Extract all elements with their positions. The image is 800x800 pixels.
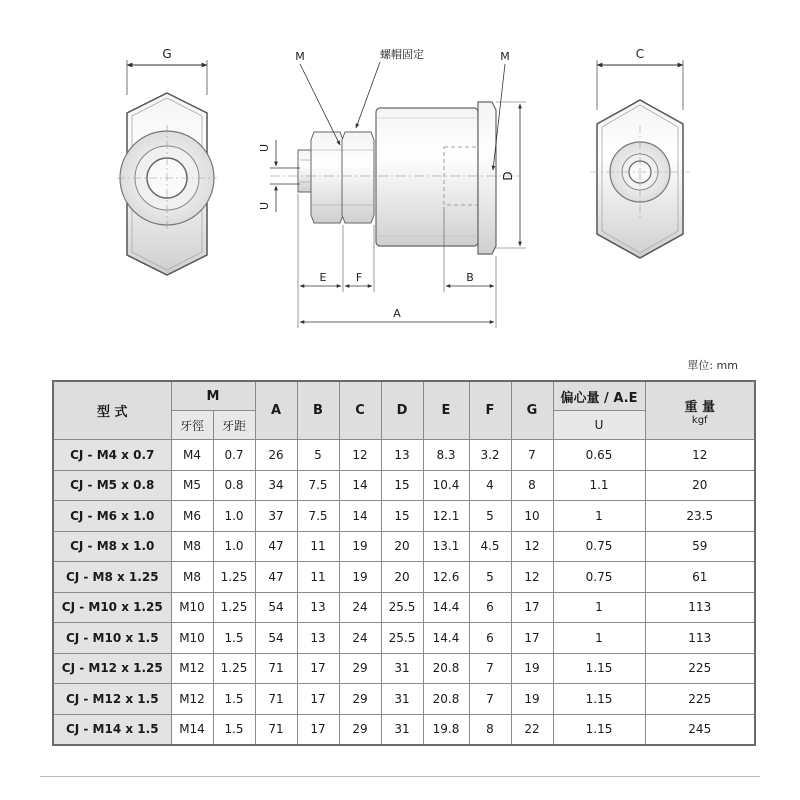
cell-thread-pitch: 1.5 (213, 623, 255, 654)
cell-c: 14 (339, 470, 381, 501)
header-d: D (381, 381, 423, 440)
spec-table-body (53, 440, 755, 745)
cell-thread-pitch: 1.25 (213, 592, 255, 623)
cell-f: 7 (469, 653, 511, 684)
left-end-view (117, 47, 217, 275)
cell-a: 71 (255, 653, 297, 684)
cell-c: 29 (339, 684, 381, 715)
cell-c: 19 (339, 531, 381, 562)
cell-model: CJ - M10 x 1.25 (53, 592, 171, 623)
header-a: A (255, 381, 297, 440)
cell-a: 34 (255, 470, 297, 501)
cell-thread-pitch: 1.0 (213, 531, 255, 562)
cell-eccentricity: 1.15 (553, 714, 645, 745)
table-row (53, 592, 755, 623)
header-m: M (171, 381, 255, 411)
table-row (53, 653, 755, 684)
cell-weight: 113 (645, 623, 755, 654)
cell-f: 5 (469, 501, 511, 532)
cell-g: 8 (511, 470, 553, 501)
header-eccentricity-u: U (553, 411, 645, 440)
cell-c: 24 (339, 623, 381, 654)
label-nut-fix: 螺帽固定 (380, 48, 424, 61)
cell-d: 20 (381, 531, 423, 562)
cell-b: 17 (297, 684, 339, 715)
table-row (53, 501, 755, 532)
technical-drawing (0, 0, 800, 340)
cell-e: 20.8 (423, 684, 469, 715)
cell-e: 12.6 (423, 562, 469, 593)
cell-g: 10 (511, 501, 553, 532)
cell-thread-dia: M4 (171, 440, 213, 471)
cell-eccentricity: 1.15 (553, 653, 645, 684)
cell-weight: 59 (645, 531, 755, 562)
dim-label-d: D (501, 171, 515, 181)
cell-weight: 225 (645, 684, 755, 715)
cell-b: 7.5 (297, 470, 339, 501)
header-weight-label: 重 量 (684, 399, 716, 415)
cell-b: 17 (297, 653, 339, 684)
cell-e: 20.8 (423, 653, 469, 684)
header-model: 型 式 (53, 381, 171, 440)
cell-b: 13 (297, 592, 339, 623)
cell-thread-pitch: 1.25 (213, 653, 255, 684)
cell-e: 8.3 (423, 440, 469, 471)
cell-model: CJ - M8 x 1.25 (53, 562, 171, 593)
cell-model: CJ - M5 x 0.8 (53, 470, 171, 501)
cell-d: 20 (381, 562, 423, 593)
cell-c: 19 (339, 562, 381, 593)
cell-eccentricity: 1 (553, 623, 645, 654)
cell-thread-dia: M8 (171, 562, 213, 593)
cell-a: 47 (255, 531, 297, 562)
table-row (53, 440, 755, 471)
cell-c: 14 (339, 501, 381, 532)
cell-g: 12 (511, 531, 553, 562)
cell-e: 19.8 (423, 714, 469, 745)
table-row (53, 562, 755, 593)
table-row (53, 623, 755, 654)
cell-a: 71 (255, 684, 297, 715)
cell-a: 47 (255, 562, 297, 593)
cell-d: 25.5 (381, 592, 423, 623)
right-end-view (590, 47, 690, 258)
dim-label-f: F (355, 271, 363, 284)
cell-b: 7.5 (297, 501, 339, 532)
cell-g: 22 (511, 714, 553, 745)
header-b: B (297, 381, 339, 440)
cell-a: 26 (255, 440, 297, 471)
cell-f: 6 (469, 623, 511, 654)
cell-weight: 225 (645, 653, 755, 684)
cell-thread-dia: M14 (171, 714, 213, 745)
cell-b: 11 (297, 531, 339, 562)
cell-eccentricity: 0.75 (553, 531, 645, 562)
cell-e: 14.4 (423, 623, 469, 654)
cell-c: 29 (339, 653, 381, 684)
dim-label-e: E (319, 271, 327, 284)
cell-c: 12 (339, 440, 381, 471)
cell-thread-dia: M10 (171, 623, 213, 654)
header-weight-unit: kgf (691, 414, 708, 426)
cell-weight: 23.5 (645, 501, 755, 532)
cell-d: 31 (381, 714, 423, 745)
cell-f: 6 (469, 592, 511, 623)
cell-eccentricity: 1 (553, 592, 645, 623)
cell-weight: 20 (645, 470, 755, 501)
table-row (53, 684, 755, 715)
cell-thread-dia: M5 (171, 470, 213, 501)
cell-eccentricity: 0.75 (553, 562, 645, 593)
dim-label-c: C (635, 47, 645, 61)
cell-model: CJ - M14 x 1.5 (53, 714, 171, 745)
cell-d: 31 (381, 684, 423, 715)
cell-g: 7 (511, 440, 553, 471)
cell-b: 13 (297, 623, 339, 654)
header-e: E (423, 381, 469, 440)
cell-eccentricity: 1 (553, 501, 645, 532)
cell-f: 4 (469, 470, 511, 501)
dim-label-g: G (162, 47, 172, 61)
table-row (53, 470, 755, 501)
cell-thread-pitch: 0.8 (213, 470, 255, 501)
cell-d: 13 (381, 440, 423, 471)
cell-eccentricity: 0.65 (553, 440, 645, 471)
cell-f: 3.2 (469, 440, 511, 471)
cell-a: 37 (255, 501, 297, 532)
cell-model: CJ - M6 x 1.0 (53, 501, 171, 532)
cell-model: CJ - M8 x 1.0 (53, 531, 171, 562)
cell-f: 4.5 (469, 531, 511, 562)
dim-label-b: B (466, 271, 474, 284)
header-weight (645, 381, 755, 440)
cell-weight: 113 (645, 592, 755, 623)
cell-e: 13.1 (423, 531, 469, 562)
header-c: C (339, 381, 381, 440)
cell-b: 11 (297, 562, 339, 593)
cell-c: 24 (339, 592, 381, 623)
cell-thread-dia: M8 (171, 531, 213, 562)
dim-label-a: A (393, 307, 401, 320)
header-eccentricity: 偏心量 / A.E (553, 381, 645, 411)
divider (40, 776, 760, 777)
cell-g: 17 (511, 592, 553, 623)
cell-thread-pitch: 0.7 (213, 440, 255, 471)
cell-model: CJ - M12 x 1.25 (53, 653, 171, 684)
cell-weight: 12 (645, 440, 755, 471)
cell-b: 5 (297, 440, 339, 471)
cell-model: CJ - M10 x 1.5 (53, 623, 171, 654)
cell-thread-pitch: 1.25 (213, 562, 255, 593)
cell-f: 7 (469, 684, 511, 715)
cell-e: 14.4 (423, 592, 469, 623)
header-m-dia: 牙徑 (171, 411, 213, 440)
cell-c: 29 (339, 714, 381, 745)
cell-thread-pitch: 1.5 (213, 714, 255, 745)
spec-table (52, 380, 756, 746)
cell-thread-pitch: 1.0 (213, 501, 255, 532)
cell-g: 12 (511, 562, 553, 593)
table-row (53, 714, 755, 745)
header-m-pitch: 牙距 (213, 411, 255, 440)
cell-thread-dia: M12 (171, 684, 213, 715)
header-g: G (511, 381, 553, 440)
cell-weight: 61 (645, 562, 755, 593)
cell-b: 17 (297, 714, 339, 745)
cell-d: 15 (381, 501, 423, 532)
dim-label-u-bottom: U (258, 201, 271, 211)
cell-g: 19 (511, 653, 553, 684)
unit-label: 單位: mm (687, 359, 738, 372)
cell-f: 8 (469, 714, 511, 745)
cell-eccentricity: 1.1 (553, 470, 645, 501)
cell-g: 17 (511, 623, 553, 654)
cell-e: 12.1 (423, 501, 469, 532)
cell-f: 5 (469, 562, 511, 593)
cell-model: CJ - M4 x 0.7 (53, 440, 171, 471)
side-view (258, 47, 526, 328)
cell-thread-dia: M12 (171, 653, 213, 684)
cell-eccentricity: 1.15 (553, 684, 645, 715)
label-m-right: M (500, 50, 510, 63)
cell-weight: 245 (645, 714, 755, 745)
cell-thread-pitch: 1.5 (213, 684, 255, 715)
cell-model: CJ - M12 x 1.5 (53, 684, 171, 715)
cell-d: 25.5 (381, 623, 423, 654)
cell-a: 71 (255, 714, 297, 745)
cell-e: 10.4 (423, 470, 469, 501)
cell-g: 19 (511, 684, 553, 715)
cell-thread-dia: M10 (171, 592, 213, 623)
dim-label-u-top: U (258, 143, 271, 153)
cell-d: 15 (381, 470, 423, 501)
cell-thread-dia: M6 (171, 501, 213, 532)
cell-a: 54 (255, 592, 297, 623)
cell-a: 54 (255, 623, 297, 654)
cell-d: 31 (381, 653, 423, 684)
label-m-left: M (295, 50, 305, 63)
header-f: F (469, 381, 511, 440)
table-row (53, 531, 755, 562)
